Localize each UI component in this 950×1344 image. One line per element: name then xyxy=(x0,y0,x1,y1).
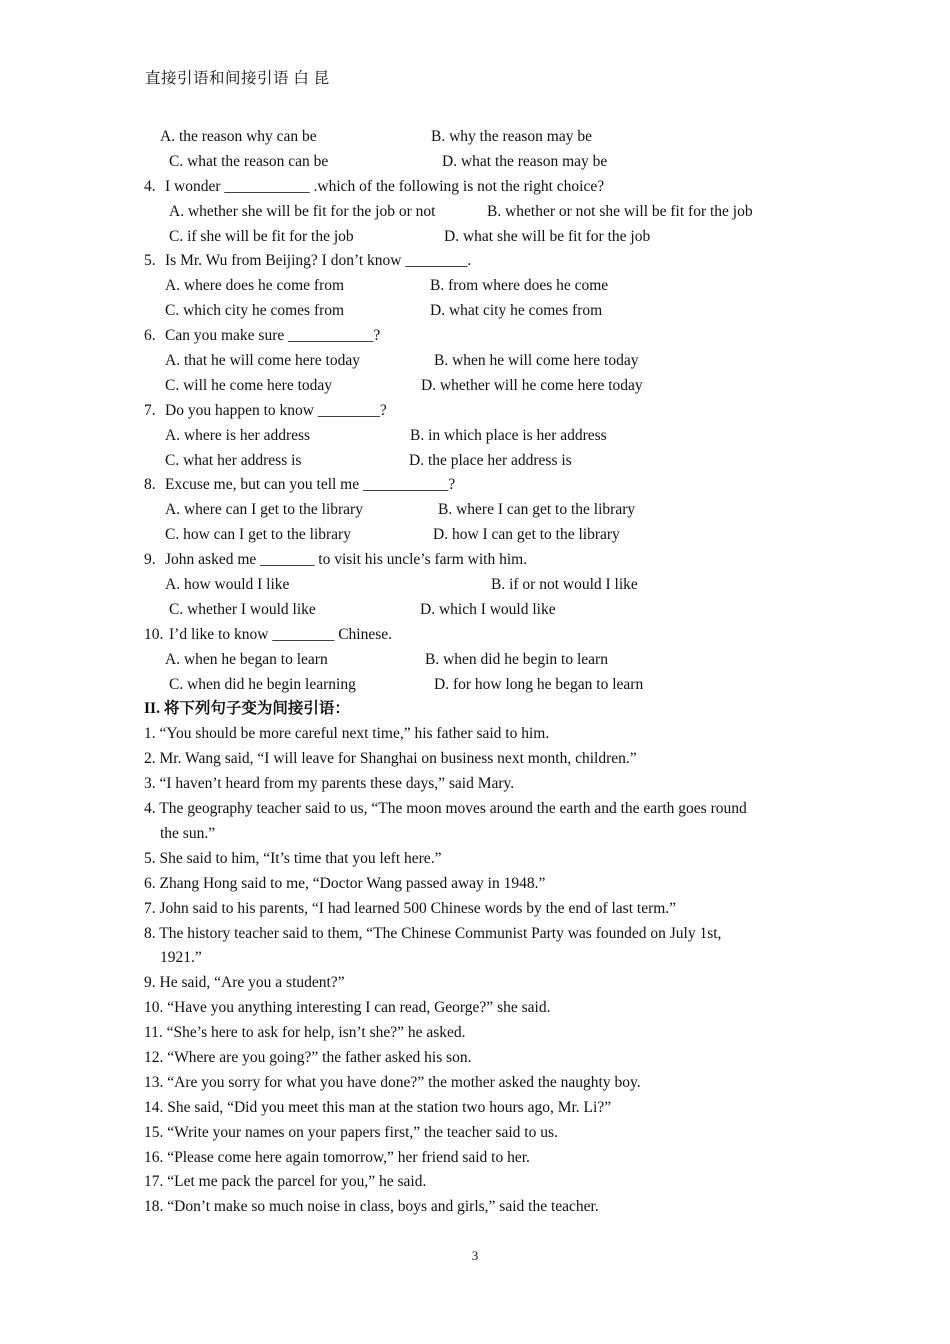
option-row xyxy=(144,125,824,150)
option-c: C. will he come here today xyxy=(165,376,333,394)
option-b: B. when did he begin to learn xyxy=(425,650,608,668)
option-c: C. when did he begin learning xyxy=(169,675,356,693)
exercise-item: 9. He said, “Are you a student?” xyxy=(144,974,345,992)
option-d: D. what city he comes from xyxy=(430,302,603,320)
option-row xyxy=(144,349,824,374)
option-c: C. what the reason can be xyxy=(169,152,329,170)
exercise-item: 13. “Are you sorry for what you have done?” the mother asked the naughty boy. xyxy=(144,1073,641,1091)
option-a: A. that he will come here today xyxy=(165,352,360,370)
option-b: B. from where does he come xyxy=(430,277,609,295)
option-a: A. when he began to learn xyxy=(165,650,328,668)
option-c: C. which city he comes from xyxy=(165,302,345,320)
option-row xyxy=(144,498,824,523)
option-row xyxy=(144,374,824,399)
question-text: John asked me _______ to visit his uncle’s farm with him. xyxy=(165,551,528,569)
question-stem xyxy=(144,399,824,424)
option-d: D. for how long he began to learn xyxy=(434,675,644,693)
page-header: 直接引语和间接引语 白 昆 xyxy=(145,70,330,87)
option-d: D. what she will be fit for the job xyxy=(444,227,651,245)
question-text: I wonder ___________ .which of the following is not the right choice? xyxy=(165,177,605,195)
option-c: C. how can I get to the library xyxy=(165,526,351,544)
question-stem xyxy=(144,548,824,573)
option-row xyxy=(144,573,824,598)
exercise-item-continuation: the sun.” xyxy=(160,824,216,842)
option-b: B. where I can get to the library xyxy=(438,501,636,519)
option-row xyxy=(144,449,824,474)
question-text: I’d like to know ________ Chinese. xyxy=(169,625,393,643)
question-number: 6. xyxy=(144,327,156,345)
option-d: D. the place her address is xyxy=(409,451,572,469)
option-row xyxy=(144,523,824,548)
exercise-item: 5. She said to him, “It’s time that you left here.” xyxy=(144,849,442,867)
page-content xyxy=(144,125,824,1220)
question-stem xyxy=(144,249,824,274)
option-d: D. whether will he come here today xyxy=(421,376,643,394)
exercise-item-continuation: 1921.” xyxy=(160,949,202,967)
option-a: A. the reason why can be xyxy=(160,128,317,145)
option-a: A. where can I get to the library xyxy=(165,501,363,519)
option-row xyxy=(144,598,824,623)
exercise-item: 15. “Write your names on your papers first,” the teacher said to us. xyxy=(144,1123,558,1141)
option-b: B. why the reason may be xyxy=(431,128,592,145)
question-number: 4. xyxy=(144,177,156,195)
option-a: A. how would I like xyxy=(165,576,290,594)
question-text: Do you happen to know ________? xyxy=(165,401,387,419)
exercise-item: 14. She said, “Did you meet this man at the station two hours ago, Mr. Li?” xyxy=(144,1098,612,1116)
option-row xyxy=(144,673,824,698)
option-a: A. where is her address xyxy=(165,426,311,444)
option-b: B. when he will come here today xyxy=(434,352,639,370)
option-row xyxy=(144,274,824,299)
exercise-item: 4. The geography teacher said to us, “The moon moves around the earth and the earth goes round xyxy=(144,800,747,818)
option-c: C. if she will be fit for the job xyxy=(169,227,354,245)
question-stem xyxy=(144,324,824,349)
question-number: 7. xyxy=(144,401,156,419)
question-text: Can you make sure ___________? xyxy=(165,327,381,345)
exercise-item: 17. “Let me pack the parcel for you,” he said. xyxy=(144,1173,427,1191)
option-b: B. whether or not she will be fit for the job xyxy=(487,202,753,220)
exercise-item: 1. “You should be more careful next time,” his father said to him. xyxy=(144,725,550,743)
question-text: Excuse me, but can you tell me ___________? xyxy=(165,476,456,494)
question-stem xyxy=(144,473,824,498)
option-d: D. what the reason may be xyxy=(442,152,608,170)
exercise-item: 11. “She’s here to ask for help, isn’t she?” he asked. xyxy=(144,1024,466,1042)
option-row xyxy=(144,200,824,225)
option-row xyxy=(144,648,824,673)
exercise-item: 7. John said to his parents, “I had learned 500 Chinese words by the end of last term.” xyxy=(144,899,677,917)
option-a: A. whether she will be fit for the job or not xyxy=(169,202,436,220)
question-text: Is Mr. Wu from Beijing? I don’t know ________. xyxy=(165,252,472,270)
question-number: 10. xyxy=(144,625,164,643)
section-heading: II. 将下列句子变为间接引语： xyxy=(144,700,350,718)
question-number: 5. xyxy=(144,252,156,270)
option-b: B. if or not would I like xyxy=(491,576,638,594)
option-row xyxy=(144,424,824,449)
option-d: D. which I would like xyxy=(420,600,556,618)
option-b: B. in which place is her address xyxy=(410,426,607,444)
option-a: A. where does he come from xyxy=(165,277,345,295)
exercise-item: 18. “Don’t make so much noise in class, boys and girls,” said the teacher. xyxy=(144,1198,599,1216)
option-d: D. how I can get to the library xyxy=(433,526,620,544)
exercise-item: 16. “Please come here again tomorrow,” her friend said to her. xyxy=(144,1148,530,1166)
exercise-item: 8. The history teacher said to them, “The Chinese Communist Party was founded on July 1st, xyxy=(144,924,722,942)
option-c: C. whether I would like xyxy=(169,600,316,618)
option-row xyxy=(144,225,824,250)
option-c: C. what her address is xyxy=(165,451,302,469)
option-row xyxy=(144,299,824,324)
question-number: 9. xyxy=(144,551,156,569)
exercise-item: 3. “I haven’t heard from my parents these days,” said Mary. xyxy=(144,775,515,793)
question-stem xyxy=(144,623,824,648)
question-number: 8. xyxy=(144,476,156,494)
exercise-item: 2. Mr. Wang said, “I will leave for Shanghai on business next month, children.” xyxy=(144,750,637,768)
page-number: 3 xyxy=(471,1248,479,1263)
exercise-item: 6. Zhang Hong said to me, “Doctor Wang passed away in 1948.” xyxy=(144,874,546,892)
exercise-item: 10. “Have you anything interesting I can read, George?” she said. xyxy=(144,999,551,1017)
exercise-item: 12. “Where are you going?” the father asked his son. xyxy=(144,1048,472,1066)
option-row xyxy=(144,150,824,175)
question-stem xyxy=(144,175,824,200)
